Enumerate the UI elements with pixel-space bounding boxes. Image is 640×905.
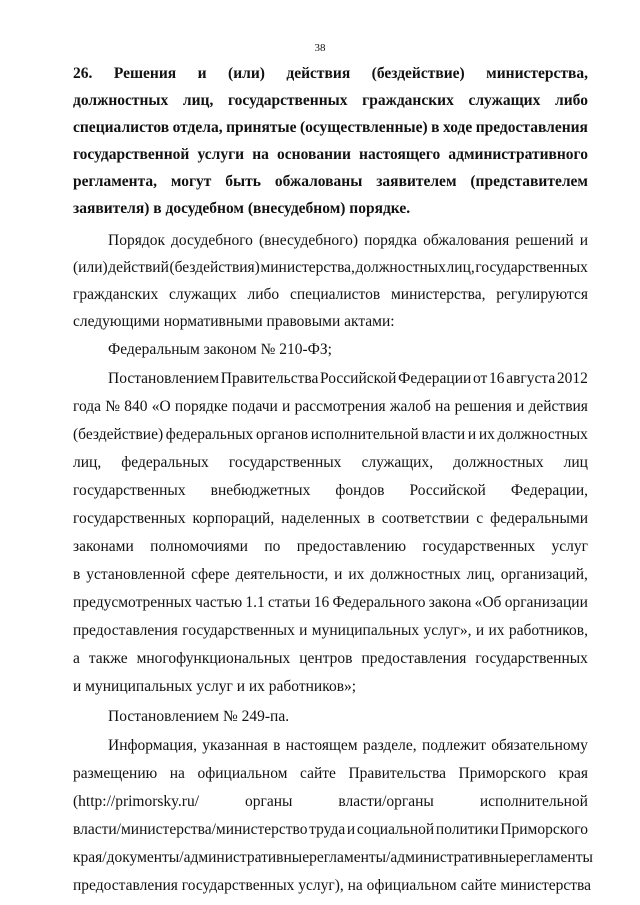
- text-line: Порядок досудебного (внесудебного) порядка обжалования решений и: [108, 232, 588, 249]
- text-line: заявителя) в досудебном (внесудебном) порядке.: [73, 200, 411, 217]
- text-line: размещению на официальном сайте Правительства Приморского края: [73, 765, 588, 782]
- text-line: законами полномочиями по предоставлению государственных услуг: [73, 538, 588, 555]
- text-line: государственных внебюджетных фондов Российской Федерации,: [73, 482, 588, 499]
- text-line: предоставления государственных и муниципальных услуг», и их работников,: [73, 622, 588, 639]
- text-line: лиц, федеральных государственных служащих, должностных лиц: [73, 454, 588, 471]
- text-line: специалистов отдела, принятые (осуществленные) в ходе предоставления: [73, 119, 588, 136]
- text-line: (http://primorsky.ru/ органы власти/органы исполнительной: [73, 793, 588, 810]
- text-line: власти/министерства/министерство труда и социальной политики Приморского: [73, 821, 588, 838]
- text-line: а также многофункциональных центров предоставления государственных: [73, 650, 588, 667]
- text-line: 26. Решения и (или) действия (бездействие) министерства,: [73, 65, 588, 82]
- text-line: Информация, указанная в настоящем разделе, подлежит обязательному: [108, 737, 588, 754]
- text-line: гражданских служащих либо специалистов министерства, регулируются: [73, 286, 588, 303]
- text-line: в установленной сфере деятельности, и их должностных лиц, организаций,: [73, 566, 588, 583]
- text-line: следующими нормативными правовыми актами:: [73, 313, 395, 330]
- text-line: (или) действий (бездействия) министерства, должностных лиц, государственных: [73, 259, 588, 276]
- text-line: края/документы/административные регламенты/административные регламенты: [73, 849, 593, 866]
- text-line: государственной услуги на основании настоящего административного: [73, 146, 588, 163]
- text-line: Постановлением № 249-па.: [108, 708, 290, 725]
- text-line: (бездействие) федеральных органов исполнительной власти и их должностных: [73, 426, 588, 443]
- text-line: Федеральным законом № 210-ФЗ;: [108, 341, 332, 358]
- page-number: 38: [314, 42, 326, 54]
- text-line: должностных лиц, государственных гражданских служащих либо: [73, 92, 588, 109]
- text-line: государственных корпораций, наделенных в соответствии с федеральными: [73, 510, 588, 527]
- text-line: предоставления государственных услуг), на официальном сайте министерства: [73, 877, 592, 894]
- text-line: регламента, могут быть обжалованы заявителем (представителем: [73, 173, 588, 190]
- text-line: года № 840 «О порядке подачи и рассмотрения жалоб на решения и действия: [73, 398, 588, 415]
- text-line: Постановлением Правительства Российской Федерации от 16 августа 2012: [108, 370, 588, 387]
- text-line: предусмотренных частью 1.1 статьи 16 Федерального закона «Об организации: [73, 594, 588, 611]
- text-line: и муниципальных услуг и их работников»;: [73, 678, 357, 695]
